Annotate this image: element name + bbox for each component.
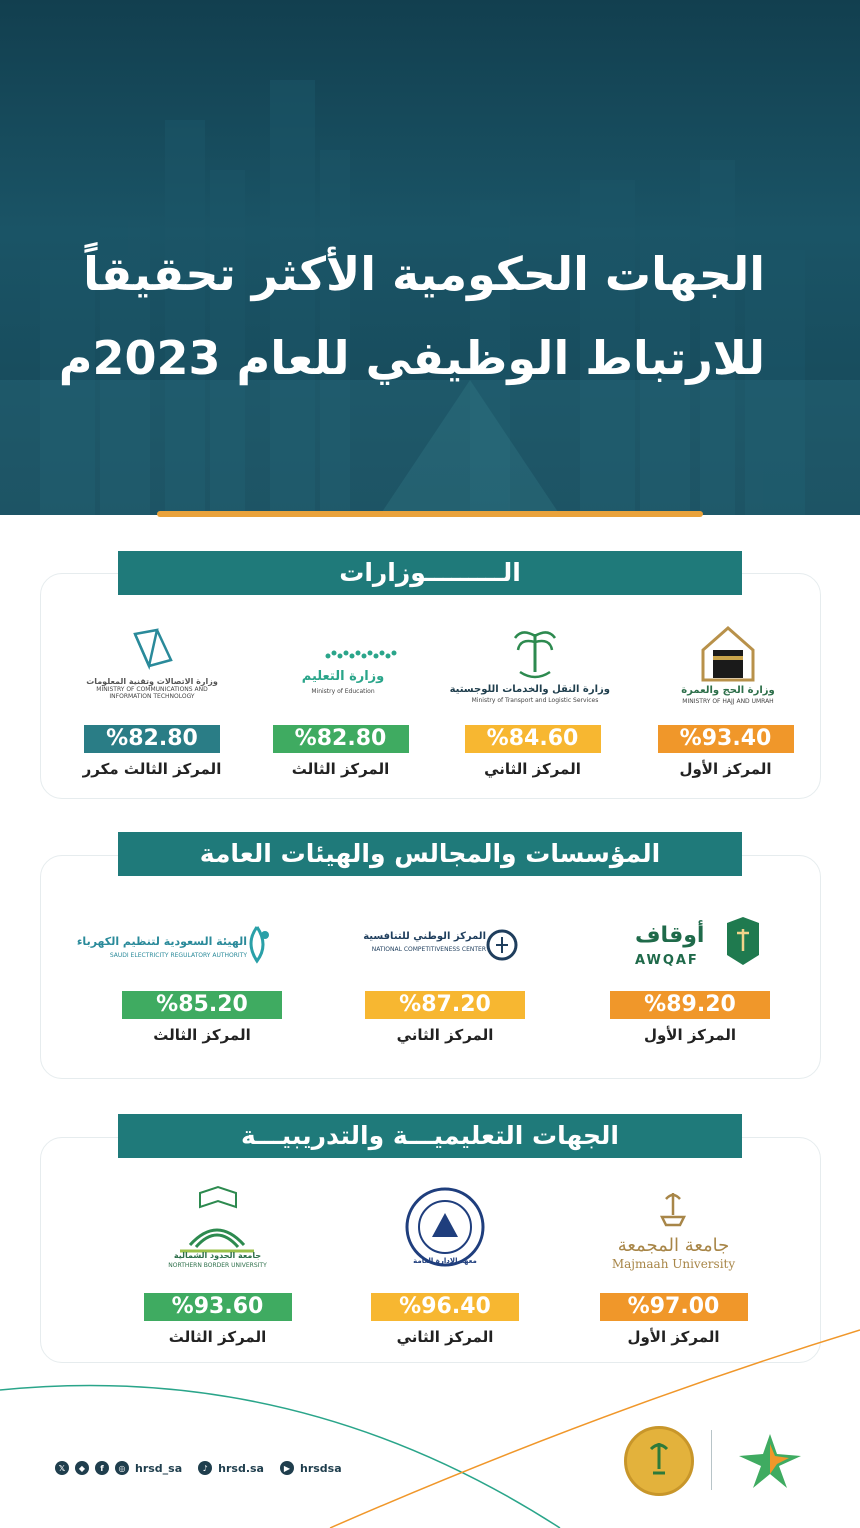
hajj-logo-text: وزارة الحج والعمرة: [681, 685, 775, 696]
hajj-logo-sub: MINISTRY OF HAJJ AND UMRAH: [682, 698, 774, 705]
rank-label: المركز الثالث: [168, 1328, 267, 1346]
score-badge: %82.80: [84, 725, 220, 753]
ministry-card-3: [268, 620, 413, 778]
accent-divider: [157, 511, 703, 517]
facebook-icon[interactable]: f: [95, 1461, 109, 1475]
institutions-heading: المؤسسات والمجالس والهيئات العامة: [118, 832, 742, 876]
sera-logo-sub: SAUDI ELECTRICITY REGULATORY AUTHORITY: [109, 952, 247, 959]
award-seal-icon: [624, 1426, 694, 1496]
score-badge: %82.80: [273, 725, 409, 753]
score-badge: %93.40: [658, 725, 794, 753]
mcit-logo-text: وزارة الاتصالات وتقنية المعلومات: [86, 677, 218, 686]
title-line-2: للارتباط الوظيفي للعام 2023م: [58, 331, 765, 385]
dots-logo-icon: [268, 620, 418, 706]
ncc-logo-sub: NATIONAL COMPETITIVENESS CENTER: [371, 946, 486, 953]
sera-logo-icon: [76, 905, 287, 991]
rank-label: المركز الثالث مكرر: [82, 760, 222, 778]
nbu-logo-icon: [140, 1185, 295, 1271]
page-title: [45, 232, 765, 400]
score-badge: %93.60: [144, 1293, 292, 1321]
rank-label: المركز الثاني: [396, 1328, 494, 1346]
ipa-logo-text: معهد الإدارة العامة: [413, 1257, 477, 1265]
score-badge: %84.60: [465, 725, 601, 753]
education-logo-sub: Ministry of Education: [311, 688, 375, 695]
ministry-card-2: [449, 620, 610, 778]
rank-label: المركز الثالث: [153, 1026, 251, 1044]
transport-logo-sub: Ministry of Transport and Logistic Services: [471, 697, 599, 704]
palm-emblem-icon: [449, 620, 610, 706]
social-handles: [55, 1458, 352, 1478]
transport-logo-text: وزارة النقل والخدمات اللوجستية: [449, 684, 610, 695]
youtube-icon[interactable]: ▶: [280, 1461, 294, 1475]
score-badge: %87.20: [365, 991, 525, 1019]
snapchat-icon[interactable]: ◆: [75, 1461, 89, 1475]
awqaf-logo-sub: AWQAF: [635, 953, 699, 968]
kaaba-logo-icon: [653, 620, 803, 706]
ministry-card-1: [653, 620, 798, 778]
handle-hrsdsa[interactable]: hrsdsa: [299, 1461, 342, 1475]
hrsd-logo-icon: [735, 1430, 805, 1490]
ipa-seal-icon: [370, 1185, 520, 1271]
title-line-1: الجهات الحكومية الأكثر تحقيقاً: [83, 247, 765, 301]
footer-divider: [711, 1430, 712, 1490]
rank-label: المركز الثالث: [291, 760, 390, 778]
ministry-card-4: [72, 620, 232, 778]
rank-label: المركز الأول: [627, 1328, 720, 1346]
score-badge: %89.20: [610, 991, 770, 1019]
hero-banner: [0, 0, 860, 515]
rank-label: المركز الأول: [679, 760, 772, 778]
tiktok-icon[interactable]: ♪: [198, 1461, 212, 1475]
rank-label: المركز الأول: [643, 1026, 737, 1044]
awqaf-logo-icon: [605, 905, 775, 991]
x-icon[interactable]: 𝕏: [55, 1461, 69, 1475]
score-badge: %97.00: [600, 1293, 748, 1321]
instagram-icon[interactable]: ◎: [115, 1461, 129, 1475]
institution-card-2: [360, 905, 530, 1044]
ncc-logo-text: المركز الوطني للتنافسية: [363, 931, 486, 942]
majmaah-logo-text: جامعة المجمعة: [617, 1235, 730, 1256]
footer-decorative-lines: [0, 1320, 860, 1528]
sera-logo-text: الهيئة السعودية لتنظيم الكهرباء: [76, 935, 247, 948]
awqaf-logo-text: أوقاف: [635, 923, 705, 948]
education-logo-text: وزارة التعليم: [301, 669, 385, 684]
score-badge: %85.20: [122, 991, 282, 1019]
rank-label: المركز الثاني: [484, 760, 581, 778]
handle-hrsd-sa[interactable]: hrsd_sa: [135, 1461, 183, 1475]
rank-label: المركز الثاني: [396, 1026, 494, 1044]
nbu-logo-text: جامعة الحدود الشمالية: [173, 1251, 262, 1260]
institution-card-1: [605, 905, 775, 1044]
crystal-logo-icon: [77, 620, 227, 706]
majmaah-logo-icon: [596, 1185, 751, 1271]
handle-hrsd-dot-sa[interactable]: hrsd.sa: [218, 1461, 264, 1475]
ministries-heading: الـــــــــوزارات: [118, 551, 742, 595]
institution-card-3: [76, 905, 287, 1044]
score-badge: %96.40: [371, 1293, 519, 1321]
education-heading: الجهات التعليميـــة والتدريبيـــة: [118, 1114, 742, 1158]
mcit-logo-sub: MINISTRY OF COMMUNICATIONS AND INFORMATION TECHNOLOGY: [96, 686, 208, 700]
nbu-logo-sub: NORTHERN BORDER UNIVERSITY: [168, 1262, 267, 1269]
ncc-logo-icon: [360, 905, 530, 991]
majmaah-logo-sub: Majmaah University: [611, 1257, 736, 1271]
